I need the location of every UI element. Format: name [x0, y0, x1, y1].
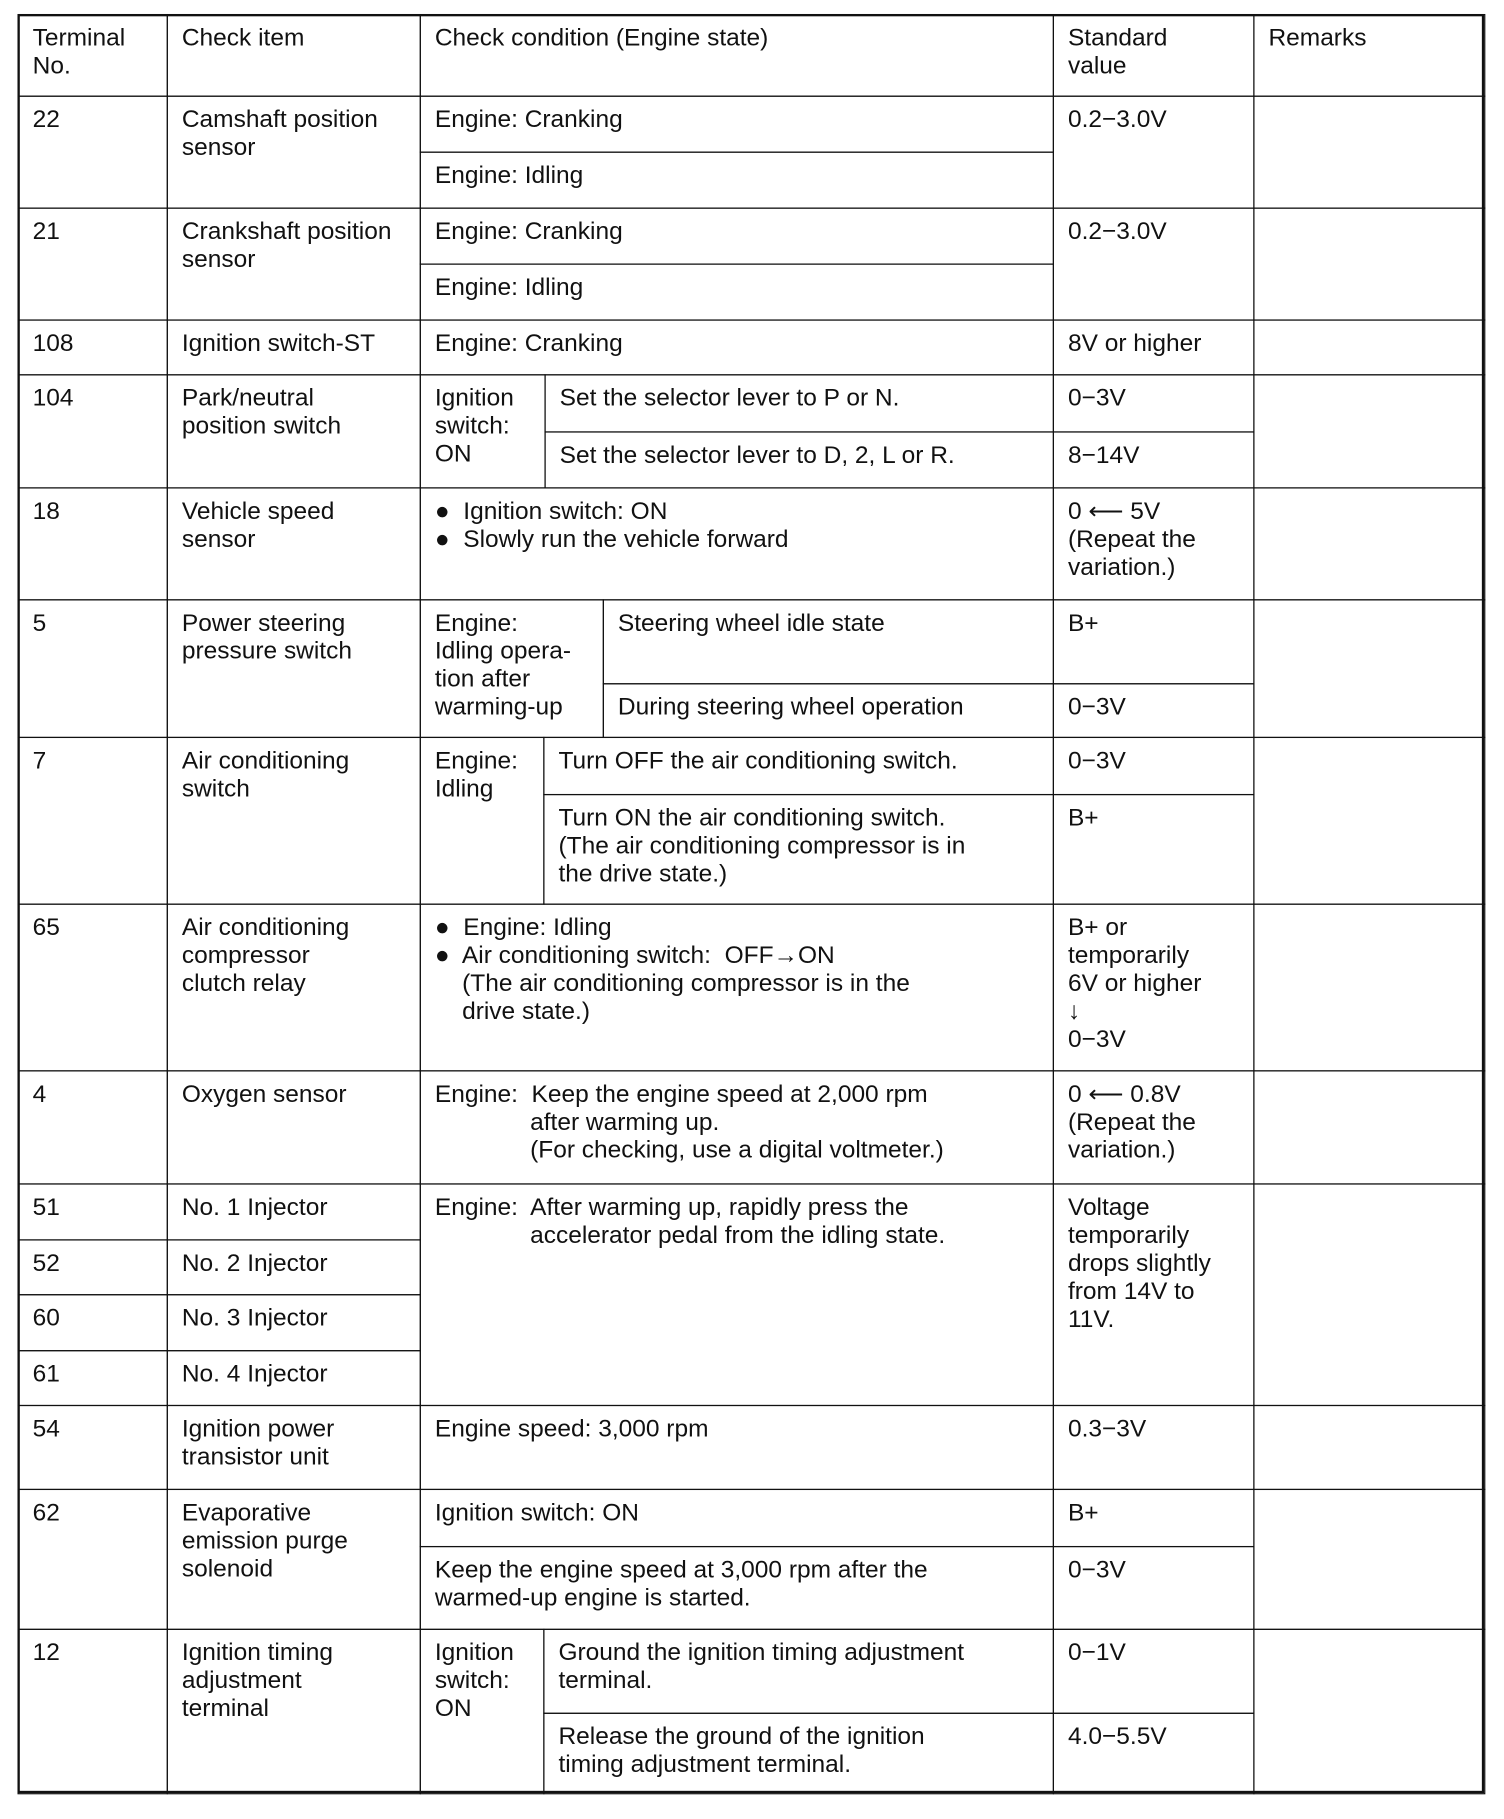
condition-cell: Engine speed: 3,000 rpm: [420, 1405, 1054, 1490]
check-item-cell: Park/neutral position switch: [167, 374, 421, 488]
condition-cell: ● Engine: Idling ● Air conditioning switch: OFF→ON (The air conditioning compressor is in the drive state.): [420, 904, 1054, 1072]
check-item-cell: Ignition power transistor unit: [167, 1405, 421, 1490]
remarks-cell: [1253, 374, 1485, 488]
remarks-cell: [1253, 1183, 1485, 1406]
standard-value-cell: 0−3V: [1053, 374, 1255, 432]
condition-cell: Turn ON the air conditioning switch. (The air conditioning compressor is in the drive state.): [543, 794, 1054, 905]
terminal-cell: 21: [17, 208, 167, 321]
condition-cell: Turn OFF the air conditioning switch.: [543, 737, 1054, 795]
remarks-cell: [1253, 208, 1485, 321]
check-item-cell: No. 4 Injector: [167, 1350, 421, 1406]
condition-cell: Set the selector lever to D, 2, L or R.: [544, 431, 1053, 488]
terminal-cell: 7: [17, 737, 167, 905]
condition-label-cell: Ignition switch: ON: [420, 374, 546, 488]
remarks-cell: [1253, 96, 1485, 209]
standard-value-cell: Voltage temporarily drops slightly from 14V to 11V.: [1053, 1183, 1255, 1406]
condition-cell: Engine: Idling: [420, 152, 1054, 209]
terminal-cell: 65: [17, 904, 167, 1072]
remarks-cell: [1253, 1070, 1485, 1184]
terminal-cell: 5: [17, 599, 167, 738]
remarks-cell: [1253, 487, 1485, 600]
standard-value-cell: 4.0−5.5V: [1053, 1713, 1255, 1795]
standard-value-cell: 0−3V: [1053, 1546, 1255, 1630]
check-item-cell: No. 2 Injector: [167, 1239, 421, 1295]
standard-value-cell: 0.2−3.0V: [1053, 96, 1255, 209]
condition-cell: Keep the engine speed at 3,000 rpm after the warmed-up engine is started.: [420, 1546, 1054, 1630]
check-item-cell: Air conditioning switch: [167, 737, 421, 905]
remarks-cell: [1253, 737, 1485, 905]
check-item-cell: No. 3 Injector: [167, 1294, 421, 1351]
standard-value-cell: B+: [1053, 599, 1255, 684]
condition-cell: During steering wheel operation: [603, 683, 1054, 738]
check-item-cell: Camshaft position sensor: [167, 96, 421, 209]
condition-cell: ● Ignition switch: ON ● Slowly run the vehicle forward: [420, 487, 1054, 600]
terminal-cell: 62: [17, 1489, 167, 1630]
remarks-cell: [1253, 599, 1485, 738]
standard-value-cell: 0−1V: [1053, 1629, 1255, 1714]
header-check-condition: Check condition (Engine state): [420, 14, 1054, 97]
remarks-cell: [1253, 904, 1485, 1072]
standard-value-cell: 0.3−3V: [1053, 1405, 1255, 1490]
check-item-cell: Crankshaft position sensor: [167, 208, 421, 321]
remarks-cell: [1253, 1489, 1485, 1630]
standard-value-cell: B+: [1053, 794, 1255, 905]
condition-cell: Steering wheel idle state: [603, 599, 1054, 684]
condition-label-cell: Engine: Idling: [420, 737, 545, 905]
standard-value-cell: B+ or temporarily 6V or higher ↓ 0−3V: [1053, 904, 1255, 1072]
standard-value-cell: 0−3V: [1053, 683, 1255, 738]
condition-cell: Ground the ignition timing adjustment terminal.: [543, 1629, 1054, 1714]
terminal-cell: 18: [17, 487, 167, 600]
terminal-cell: 52: [17, 1239, 167, 1295]
standard-value-cell: 0 ⟵ 0.8V (Repeat the variation.): [1053, 1070, 1255, 1184]
condition-cell: Engine: After warming up, rapidly press the accelerator pedal from the idling state.: [420, 1183, 1054, 1406]
terminal-cell: 104: [17, 374, 167, 488]
terminal-cell: 61: [17, 1350, 167, 1406]
condition-label-cell: Engine: Idling opera- tion after warming-up: [420, 599, 604, 738]
standard-value-cell: 8V or higher: [1053, 319, 1255, 375]
check-item-cell: Power steering pressure switch: [167, 599, 421, 738]
remarks-cell: [1253, 319, 1485, 375]
check-item-cell: Ignition switch-ST: [167, 319, 421, 375]
condition-cell: Engine: Keep the engine speed at 2,000 rpm after warming up. (For checking, use a digital voltmeter.): [420, 1070, 1054, 1184]
check-item-cell: Vehicle speed sensor: [167, 487, 421, 600]
remarks-cell: [1253, 1405, 1485, 1490]
check-item-cell: Air conditioning compressor clutch relay: [167, 904, 421, 1072]
terminal-cell: 22: [17, 96, 167, 209]
terminal-cell: 51: [17, 1183, 167, 1240]
standard-value-cell: 0 ⟵ 5V (Repeat the variation.): [1053, 487, 1255, 600]
remarks-cell: [1253, 1629, 1485, 1795]
terminal-cell: 54: [17, 1405, 167, 1490]
check-item-cell: Oxygen sensor: [167, 1070, 421, 1184]
standard-value-cell: B+: [1053, 1489, 1255, 1547]
condition-cell: Ignition switch: ON: [420, 1489, 1054, 1547]
check-item-cell: Ignition timing adjustment terminal: [167, 1629, 421, 1795]
terminal-cell: 60: [17, 1294, 167, 1351]
header-terminal-no: Terminal No.: [17, 14, 167, 97]
header-remarks: Remarks: [1253, 14, 1485, 97]
condition-label-cell: Ignition switch: ON: [420, 1629, 545, 1795]
condition-cell: Engine: Idling: [420, 263, 1054, 320]
condition-cell: Engine: Cranking: [420, 319, 1054, 375]
terminal-cell: 12: [17, 1629, 167, 1795]
standard-value-cell: 8−14V: [1053, 431, 1255, 488]
terminal-cell: 4: [17, 1070, 167, 1184]
check-item-cell: No. 1 Injector: [167, 1183, 421, 1240]
standard-value-cell: 0.2−3.0V: [1053, 208, 1255, 321]
check-item-cell: Evaporative emission purge solenoid: [167, 1489, 421, 1630]
condition-cell: Release the ground of the ignition timing adjustment terminal.: [543, 1713, 1054, 1795]
header-check-item: Check item: [167, 14, 421, 97]
terminal-cell: 108: [17, 319, 167, 375]
condition-cell: Engine: Cranking: [420, 208, 1054, 265]
standard-value-cell: 0−3V: [1053, 737, 1255, 795]
condition-cell: Set the selector lever to P or N.: [544, 374, 1053, 432]
condition-cell: Engine: Cranking: [420, 96, 1054, 153]
header-standard-value: Standard value: [1053, 14, 1255, 97]
